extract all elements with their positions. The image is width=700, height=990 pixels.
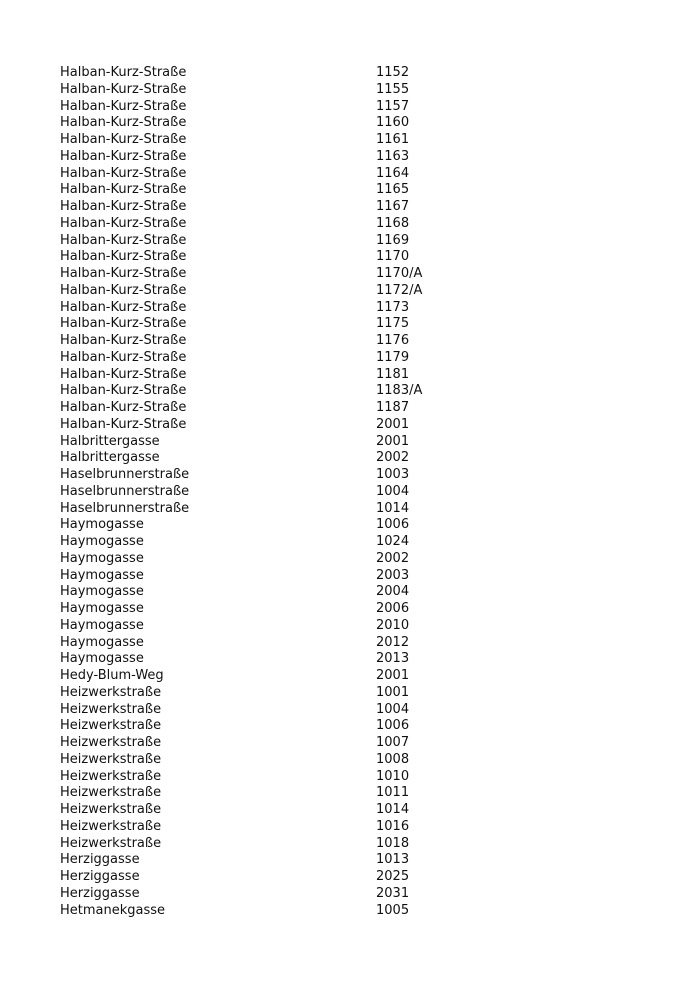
list-item bbox=[60, 216, 480, 233]
list-item bbox=[60, 99, 480, 116]
house-number: 2025 bbox=[376, 869, 410, 884]
house-number: 1018 bbox=[376, 835, 410, 851]
list-item bbox=[60, 300, 480, 317]
list-item bbox=[60, 601, 480, 618]
house-number: 1160 bbox=[376, 115, 410, 131]
street-name: Halban-Kurz-Straße bbox=[60, 349, 187, 365]
house-number: 1179 bbox=[376, 349, 410, 365]
list-item bbox=[60, 249, 480, 266]
house-number: 1014 bbox=[376, 500, 410, 516]
list-item bbox=[60, 869, 480, 886]
house-number: 1183/A bbox=[376, 383, 423, 399]
list-item bbox=[60, 400, 480, 417]
list-item bbox=[60, 752, 480, 769]
list-item bbox=[60, 551, 480, 568]
street-name: Halban-Kurz-Straße bbox=[60, 249, 187, 265]
street-name: Heizwerkstraße bbox=[60, 835, 162, 851]
house-number: 2002 bbox=[376, 450, 410, 466]
street-name: Halban-Kurz-Straße bbox=[60, 333, 187, 348]
house-number: 1172/A bbox=[376, 282, 423, 298]
list-item bbox=[60, 836, 480, 853]
street-name: Haymogasse bbox=[60, 517, 144, 533]
list-item bbox=[60, 266, 480, 283]
list-item bbox=[60, 635, 480, 652]
list-item bbox=[60, 852, 480, 869]
street-name: Halban-Kurz-Straße bbox=[60, 148, 187, 164]
house-number: 1173 bbox=[376, 299, 410, 315]
list-item bbox=[60, 467, 480, 484]
list-item bbox=[60, 149, 480, 166]
street-name: Halban-Kurz-Straße bbox=[60, 266, 187, 281]
house-number: 2002 bbox=[376, 550, 410, 566]
list-item bbox=[60, 450, 480, 467]
house-number: 1176 bbox=[376, 333, 410, 348]
street-name: Hetmanekgasse bbox=[60, 902, 166, 918]
street-name: Halban-Kurz-Straße bbox=[60, 199, 187, 214]
list-item bbox=[60, 584, 480, 601]
street-name: Haymogasse bbox=[60, 601, 144, 616]
street-name: Herziggasse bbox=[60, 885, 140, 901]
list-item bbox=[60, 283, 480, 300]
list-item bbox=[60, 769, 480, 786]
street-name: Halban-Kurz-Straße bbox=[60, 232, 187, 248]
list-item bbox=[60, 785, 480, 802]
list-item bbox=[60, 802, 480, 819]
house-number: 1016 bbox=[376, 818, 410, 834]
street-name: Herziggasse bbox=[60, 869, 140, 884]
house-number: 1006 bbox=[376, 517, 410, 533]
street-name: Halban-Kurz-Straße bbox=[60, 282, 187, 298]
house-number: 2001 bbox=[376, 433, 410, 449]
house-number: 1010 bbox=[376, 768, 410, 784]
list-item bbox=[60, 651, 480, 668]
house-number: 1163 bbox=[376, 148, 410, 164]
street-name: Herziggasse bbox=[60, 852, 140, 868]
house-number: 1011 bbox=[376, 785, 410, 801]
street-name: Heizwerkstraße bbox=[60, 768, 162, 784]
street-name: Haymogasse bbox=[60, 617, 144, 633]
street-name: Haymogasse bbox=[60, 567, 144, 583]
list-item bbox=[60, 501, 480, 518]
street-name: Heizwerkstraße bbox=[60, 818, 162, 834]
house-number: 1006 bbox=[376, 718, 410, 734]
list-item bbox=[60, 115, 480, 132]
street-name: Heizwerkstraße bbox=[60, 735, 162, 750]
street-name: Heizwerkstraße bbox=[60, 751, 162, 767]
list-item bbox=[60, 199, 480, 216]
address-list bbox=[60, 65, 480, 919]
house-number: 1024 bbox=[376, 534, 410, 549]
street-name: Halban-Kurz-Straße bbox=[60, 215, 187, 231]
street-name: Halban-Kurz-Straße bbox=[60, 182, 187, 198]
list-item bbox=[60, 668, 480, 685]
street-name: Heizwerkstraße bbox=[60, 718, 162, 734]
house-number: 2006 bbox=[376, 601, 410, 616]
street-name: Heizwerkstraße bbox=[60, 802, 162, 817]
house-number: 2003 bbox=[376, 567, 410, 583]
street-name: Halban-Kurz-Straße bbox=[60, 81, 187, 97]
list-item bbox=[60, 903, 480, 920]
house-number: 1181 bbox=[376, 366, 410, 382]
street-name: Halban-Kurz-Straße bbox=[60, 115, 187, 131]
house-number: 1167 bbox=[376, 199, 410, 214]
house-number: 1004 bbox=[376, 483, 410, 499]
street-name: Haymogasse bbox=[60, 584, 144, 600]
street-name: Heizwerkstraße bbox=[60, 684, 162, 700]
house-number: 1013 bbox=[376, 852, 410, 868]
street-name: Halban-Kurz-Straße bbox=[60, 165, 187, 181]
house-number: 2010 bbox=[376, 617, 410, 633]
house-number: 1003 bbox=[376, 467, 410, 482]
street-name: Halban-Kurz-Straße bbox=[60, 98, 187, 114]
house-number: 1170/A bbox=[376, 266, 423, 281]
street-name: Haselbrunnerstraße bbox=[60, 467, 190, 482]
list-item bbox=[60, 484, 480, 501]
house-number: 1169 bbox=[376, 232, 410, 248]
street-name: Halban-Kurz-Straße bbox=[60, 316, 187, 332]
street-name: Haymogasse bbox=[60, 634, 144, 650]
list-item bbox=[60, 718, 480, 735]
list-item bbox=[60, 534, 480, 551]
list-item bbox=[60, 233, 480, 250]
house-number: 2001 bbox=[376, 668, 410, 683]
list-item bbox=[60, 65, 480, 82]
list-item bbox=[60, 517, 480, 534]
street-name: Halbrittergasse bbox=[60, 450, 160, 466]
list-item bbox=[60, 82, 480, 99]
house-number: 1170 bbox=[376, 249, 410, 265]
house-number: 1157 bbox=[376, 98, 410, 114]
list-item bbox=[60, 383, 480, 400]
street-name: Halban-Kurz-Straße bbox=[60, 416, 187, 432]
list-item bbox=[60, 182, 480, 199]
street-name: Haymogasse bbox=[60, 534, 144, 549]
street-name: Halban-Kurz-Straße bbox=[60, 65, 187, 80]
house-number: 1001 bbox=[376, 684, 410, 700]
house-number: 1187 bbox=[376, 400, 410, 415]
street-name: Halban-Kurz-Straße bbox=[60, 299, 187, 315]
house-number: 1007 bbox=[376, 735, 410, 750]
house-number: 2013 bbox=[376, 651, 410, 667]
list-item bbox=[60, 819, 480, 836]
house-number: 1165 bbox=[376, 182, 410, 198]
street-name: Haymogasse bbox=[60, 550, 144, 566]
street-name: Halban-Kurz-Straße bbox=[60, 366, 187, 382]
house-number: 1005 bbox=[376, 902, 410, 918]
house-number: 1168 bbox=[376, 215, 410, 231]
list-item bbox=[60, 417, 480, 434]
list-item bbox=[60, 735, 480, 752]
house-number: 1152 bbox=[376, 65, 410, 80]
list-item bbox=[60, 316, 480, 333]
street-name: Halban-Kurz-Straße bbox=[60, 132, 187, 147]
house-number: 1008 bbox=[376, 751, 410, 767]
list-item bbox=[60, 685, 480, 702]
house-number: 1175 bbox=[376, 316, 410, 332]
list-item bbox=[60, 367, 480, 384]
house-number: 2012 bbox=[376, 634, 410, 650]
list-item bbox=[60, 166, 480, 183]
street-name: Heizwerkstraße bbox=[60, 701, 162, 717]
list-item bbox=[60, 886, 480, 903]
list-item bbox=[60, 568, 480, 585]
list-item bbox=[60, 618, 480, 635]
house-number: 1014 bbox=[376, 802, 410, 817]
list-item bbox=[60, 350, 480, 367]
street-name: Hedy-Blum-Weg bbox=[60, 668, 164, 683]
house-number: 1004 bbox=[376, 701, 410, 717]
street-name: Haselbrunnerstraße bbox=[60, 483, 190, 499]
street-name: Haymogasse bbox=[60, 651, 144, 667]
house-number: 1161 bbox=[376, 132, 410, 147]
street-name: Halban-Kurz-Straße bbox=[60, 400, 187, 415]
list-item bbox=[60, 702, 480, 719]
house-number: 2004 bbox=[376, 584, 410, 600]
list-item bbox=[60, 132, 480, 149]
house-number: 1164 bbox=[376, 165, 410, 181]
house-number: 2001 bbox=[376, 416, 410, 432]
street-name: Halbrittergasse bbox=[60, 433, 160, 449]
street-name: Halban-Kurz-Straße bbox=[60, 383, 187, 399]
list-item bbox=[60, 333, 480, 350]
street-name: Heizwerkstraße bbox=[60, 785, 162, 801]
street-name: Haselbrunnerstraße bbox=[60, 500, 190, 516]
list-item bbox=[60, 434, 480, 451]
house-number: 2031 bbox=[376, 885, 410, 901]
house-number: 1155 bbox=[376, 81, 410, 97]
